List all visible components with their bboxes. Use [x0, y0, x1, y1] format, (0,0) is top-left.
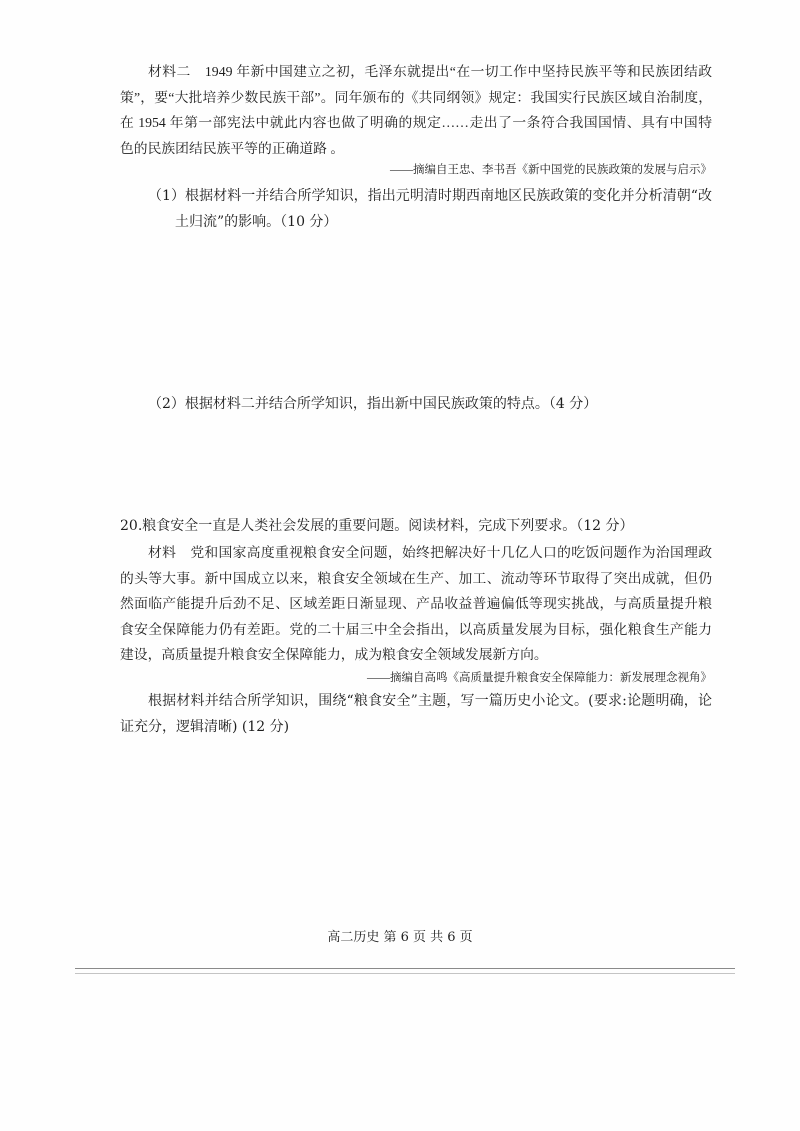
- footer-rule-upper: [75, 968, 735, 969]
- material-2-source: ——摘编自王忠、李书吾《新中国党的民族政策的发展与启示》: [390, 164, 712, 176]
- question-20-task-line-2: 证充分，逻辑清晰) (12 分): [120, 718, 290, 735]
- question-19-2-text: （2）根据材料二并结合所学知识，指出新中国民族政策的特点。（4 分）: [148, 396, 598, 412]
- footer-rule-lower: [75, 973, 735, 974]
- page-footer: 高二历史 第 6 页 共 6 页: [327, 930, 473, 945]
- material-2-line-1: 材料二 1949 年新中国建立之初，毛泽东就提出“在一切工作中坚持民族平等和民族团结政: [148, 64, 712, 79]
- question-19-1-line-2: 土归流”的影响。（10 分）: [175, 213, 338, 230]
- question-20-task-line-1: 根据材料并结合所学知识，围绕“粮食安全”主题，写一篇历史小论文。(要求:论题明确，论: [148, 693, 712, 709]
- question-19-1-line-1: （1）根据材料一并结合所学知识，指出元明清时期西南地区民族政策的变化并分析清朝“改: [148, 188, 712, 204]
- material-2: [120, 59, 712, 161]
- question-20-material-line-3: 然面临产能提升后劲不足、区域差距日渐显现、产品收益普遍偏低等现实挑战，与高质量提升粮: [120, 596, 712, 611]
- question-20-title: 20.粮食安全一直是人类社会发展的重要问题。阅读材料，完成下列要求。（12 分）: [120, 518, 634, 534]
- question-20-material-line-1: 材料 党和国家高度重视粮食安全问题，始终把解决好十几亿人口的吃饭问题作为治国理政: [148, 545, 712, 560]
- question-19-2: [148, 392, 712, 418]
- question-20-source: ——摘编自高鸣《高质量提升粮食安全保障能力：新发展理念视角》: [367, 672, 712, 684]
- question-20-material-line-4: 食安全保障能力仍有差距。党的二十届三中全会指出，以高质量发展为目标，强化粮食生产能力: [120, 621, 712, 637]
- material-2-line-3: 在 1954 年第一部宪法中就此内容也做了明确的规定……走出了一条符合我国国情、具有中国特: [120, 115, 712, 130]
- question-19-1: [148, 184, 712, 235]
- material-2-line-4: 色的民族团结民族平等的正确道路 。: [120, 140, 345, 156]
- material-2-line-2: 策”，要“大批培养少数民族干部”。同年颁布的《共同纲领》规定：我国实行民族区域自治制度，: [120, 89, 712, 105]
- question-20-title-block: [120, 514, 712, 540]
- question-20-material-line-5: 建设，高质量提升粮食安全保障能力，成为粮食安全领域发展新方向。: [120, 647, 548, 662]
- question-20-task: [120, 689, 712, 740]
- question-20-material: [120, 540, 712, 668]
- question-20-material-line-2: 的头等大事。新中国成立以来，粮食安全领域在生产、加工、流动等环节取得了突出成就，但仍: [120, 570, 712, 586]
